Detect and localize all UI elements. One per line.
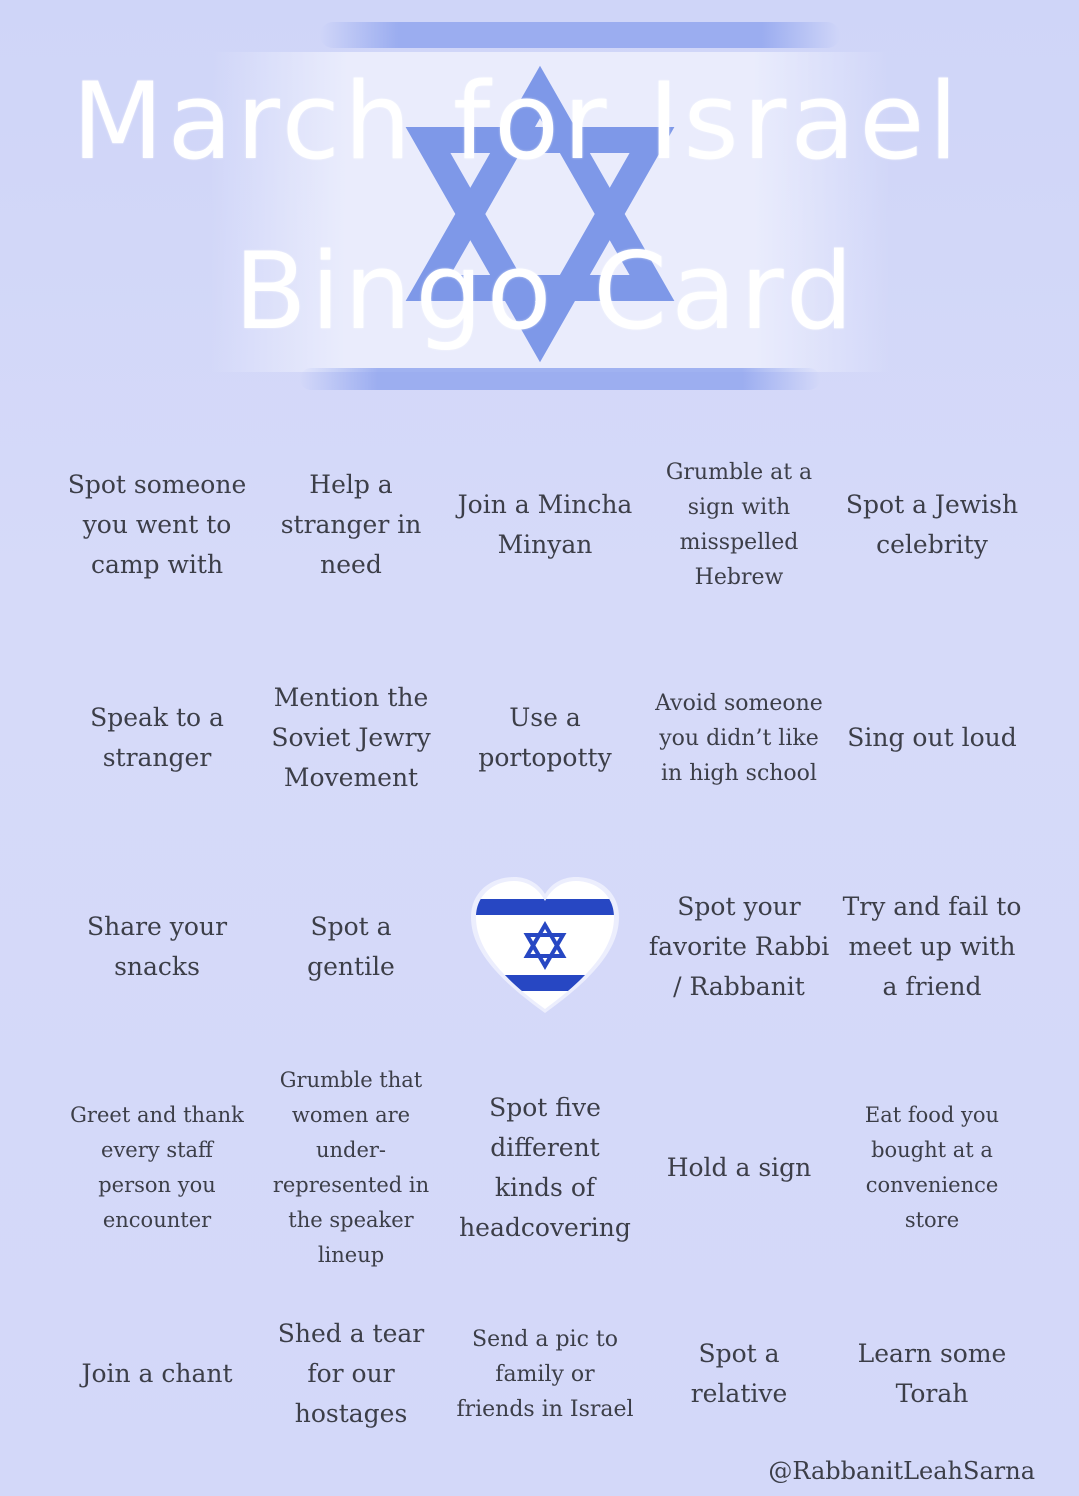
bingo-cell[interactable]	[448, 632, 642, 844]
bingo-cell[interactable]	[836, 632, 1028, 844]
bingo-cell[interactable]	[836, 418, 1028, 632]
bingo-cell-label: Join a chant	[81, 1359, 233, 1388]
bingo-cell[interactable]	[448, 1286, 642, 1462]
bingo-grid	[60, 418, 1028, 1462]
bingo-cell-label: Shed a tear for our hostages	[277, 1319, 425, 1428]
flag-top-stripe	[320, 22, 840, 48]
bingo-cell-label: Avoid someone you didn’t like in high school	[655, 690, 823, 786]
bingo-cell[interactable]	[836, 844, 1028, 1050]
bingo-cell-label: Sing out loud	[847, 723, 1017, 752]
bingo-cell-label: Spot a relative	[690, 1339, 788, 1408]
bingo-cell[interactable]	[254, 418, 448, 632]
bingo-cell[interactable]	[60, 1050, 254, 1286]
bingo-cell[interactable]	[60, 418, 254, 632]
title-banner	[0, 0, 1079, 420]
bingo-cell-label: Send a pic to family or friends in Israel	[456, 1326, 634, 1422]
bingo-cell-label: Speak to a stranger	[90, 703, 224, 772]
bingo-cell[interactable]	[642, 1050, 836, 1286]
bingo-cell-label: Learn some Torah	[857, 1339, 1007, 1408]
bingo-cell-label: Spot five different kinds of headcovering	[459, 1093, 631, 1242]
bingo-cell[interactable]	[254, 1050, 448, 1286]
bingo-cell[interactable]	[60, 844, 254, 1050]
bingo-cell-label: Try and fail to meet up with a friend	[842, 892, 1022, 1001]
bingo-cell[interactable]	[836, 1286, 1028, 1462]
bingo-cell-label: Spot someone you went to camp with	[67, 470, 247, 579]
bingo-cell-label: Join a Mincha Minyan	[457, 490, 633, 559]
bingo-cell[interactable]	[642, 844, 836, 1050]
bingo-cell[interactable]	[448, 418, 642, 632]
bingo-cell-label: Greet and thank every staff person you encounter	[70, 1103, 244, 1232]
title-line-2: Bingo Card	[234, 230, 858, 353]
bingo-cell-label: Spot a Jewish celebrity	[845, 490, 1019, 559]
bingo-cell-label: Mention the Soviet Jewry Movement	[271, 683, 431, 792]
bingo-cell-label: Spot your favorite Rabbi / Rabbanit	[648, 892, 830, 1001]
bingo-cell[interactable]	[836, 1050, 1028, 1286]
bingo-cell[interactable]	[60, 632, 254, 844]
bingo-cell[interactable]	[448, 1050, 642, 1286]
bingo-cell[interactable]	[60, 1286, 254, 1462]
flag-bottom-stripe	[300, 368, 820, 390]
bingo-cell-label: Hold a sign	[666, 1153, 812, 1182]
bingo-cell-label: Help a stranger in need	[280, 470, 422, 579]
bingo-cell-label: Grumble that women are under- represented in the speaker lineup	[272, 1068, 430, 1267]
bingo-cell-label: Share your snacks	[86, 912, 228, 981]
title-line-1: March for Israel	[72, 60, 962, 183]
bingo-cell-label: Use a portopotty	[478, 703, 612, 772]
israel-flag-heart-icon	[470, 877, 620, 1017]
bingo-free-cell	[448, 844, 642, 1050]
bingo-cell[interactable]	[254, 844, 448, 1050]
bingo-cell[interactable]	[254, 1286, 448, 1462]
bingo-cell-label: Eat food you bought at a convenience store	[864, 1103, 1000, 1232]
bingo-cell[interactable]	[254, 632, 448, 844]
bingo-cell-label: Grumble at a sign with misspelled Hebrew	[665, 460, 813, 590]
author-handle: @RabbanitLeahSarna	[768, 1457, 1035, 1485]
bingo-cell[interactable]	[642, 418, 836, 632]
bingo-cell[interactable]	[642, 1286, 836, 1462]
bingo-cell-label: Spot a gentile	[307, 912, 395, 981]
bingo-cell[interactable]	[642, 632, 836, 844]
